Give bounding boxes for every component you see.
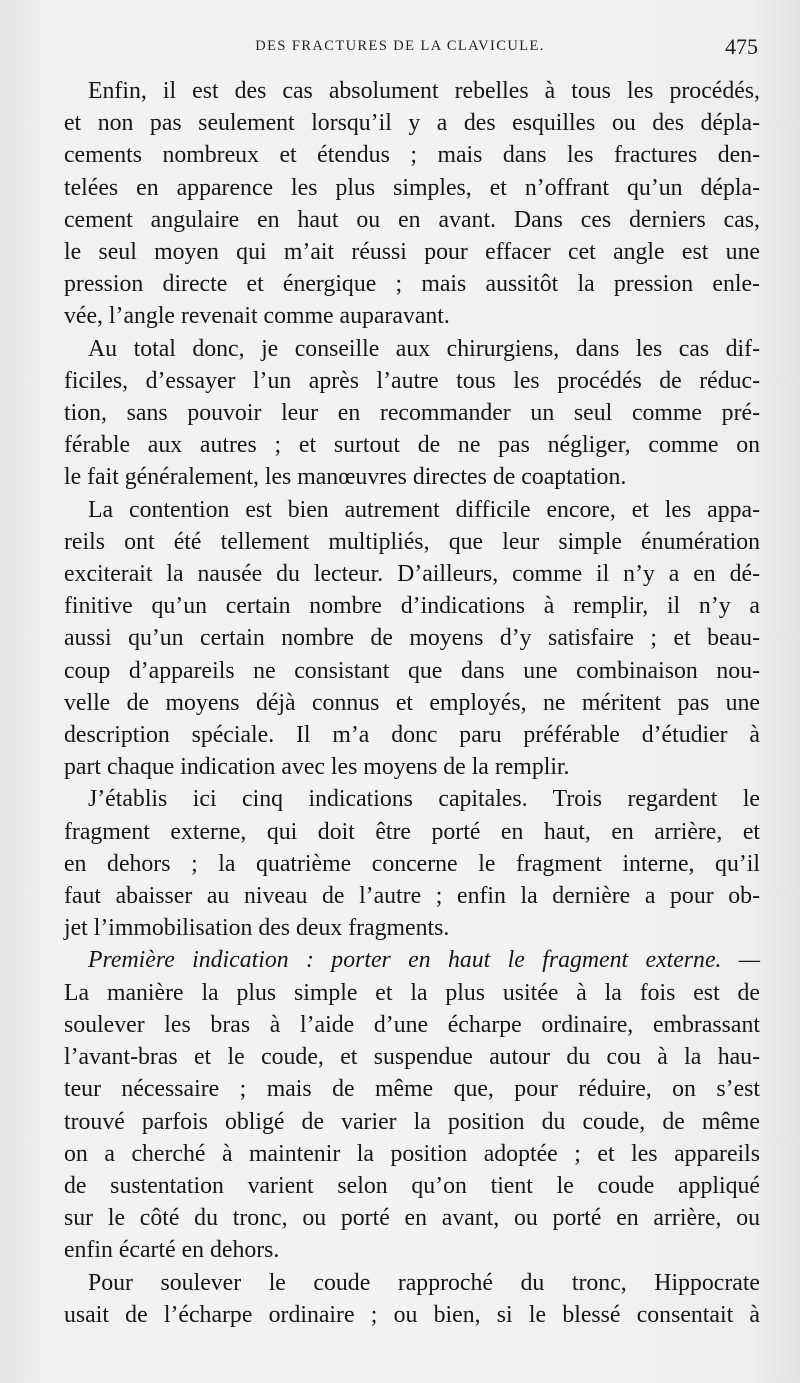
text-line: enfin écarté en dehors. [64, 1237, 280, 1264]
text-line: Enfin, il est des cas absolument rebelles à tous les procédés, [88, 78, 760, 104]
text-line: cements nombreux et étendus ; mais dans les fractures den- [64, 142, 760, 169]
text-line: sur le côté du tronc, ou porté en avant, ou porté en arrière, ou [64, 1205, 760, 1232]
paragraph-indications [40, 783, 760, 944]
running-head: DES FRACTURES DE LA CLAVICULE. [255, 38, 545, 54]
text-line: description spéciale. Il m’a donc paru préférable d’étudier à [64, 722, 760, 749]
paragraph-hippocrate [40, 1267, 760, 1331]
section-heading-line: Première indication : porter en haut le fragment externe. — [88, 947, 760, 974]
text-line: part chaque indication avec les moyens de la remplir. [64, 754, 570, 781]
text-line: velle de moyens déjà connus et employés, ne méritent pas une [64, 689, 760, 716]
text-line: tion, sans pouvoir leur en recommander un seul comme pré- [64, 400, 760, 427]
paragraph-premiere-indication [40, 944, 760, 1266]
body-text [40, 75, 760, 1331]
text-line: ficiles, d’essayer l’un après l’autre tous les procédés de réduc- [64, 367, 760, 394]
text-line: pression directe et énergique ; mais aussitôt la pression enle- [64, 271, 760, 298]
text-line: reils ont été tellement multipliés, que leur simple énumération [64, 528, 760, 555]
text-line: le fait généralement, les manœuvres directes de coaptation. [64, 464, 627, 491]
paragraph-enfin [40, 75, 760, 333]
page-number: 475 [725, 34, 758, 59]
paragraph-contention [40, 494, 760, 784]
text-line: exciterait la nausée du lecteur. D’ailleurs, comme il n’y a en dé- [64, 561, 760, 588]
text-line: finitive qu’un certain nombre d’indications à remplir, il n’y a [64, 593, 760, 620]
text-line: le seul moyen qui m’ait réussi pour effacer cet angle est une [64, 239, 760, 266]
text-line: J’établis ici cinq indications capitales. Trois regardent le [88, 786, 760, 813]
text-line: en dehors ; la quatrième concerne le fragment interne, qu’il [64, 850, 760, 877]
paragraph-au-total [40, 333, 760, 494]
text-line: usait de l’écharpe ordinaire ; ou bien, si le blessé consentait à [64, 1301, 760, 1328]
text-line: jet l’immobilisation des deux fragments. [64, 915, 450, 942]
text-line: Au total donc, je conseille aux chirurgiens, dans les cas dif- [88, 335, 760, 362]
text-line: La manière la plus simple et la plus usitée à la fois est de [64, 979, 760, 1006]
text-line: soulever les bras à l’aide d’une écharpe ordinaire, embrassant [64, 1011, 760, 1038]
text-line: telées en apparence les plus simples, et n’offrant qu’un dépla- [64, 174, 760, 201]
text-line: fragment externe, qui doit être porté en haut, en arrière, et [64, 818, 760, 845]
text-line: vée, l’angle revenait comme auparavant. [64, 303, 450, 330]
text-line: teur nécessaire ; mais de même que, pour réduire, on s’est [64, 1076, 760, 1103]
text-line: coup d’appareils ne consistant que dans une combinaison nou- [64, 657, 760, 684]
text-line: trouvé parfois obligé de varier la position du coude, de même [64, 1108, 760, 1135]
text-line: de sustentation varient selon qu’on tient le coude appliqué [64, 1172, 760, 1199]
text-line: on a cherché à maintenir la position adoptée ; et les appareils [64, 1140, 760, 1167]
text-line: aussi qu’un certain nombre de moyens d’y satisfaire ; et beau- [64, 625, 760, 652]
text-line: et non pas seulement lorsqu’il y a des esquilles ou des dépla- [64, 110, 760, 137]
text-line: La contention est bien autrement difficile encore, et les appa- [88, 496, 760, 523]
text-line: cement angulaire en haut ou en avant. Dans ces derniers cas, [64, 206, 760, 233]
text-line: l’avant-bras et le coude, et suspendue autour du cou à la hau- [64, 1044, 760, 1071]
text-line: férable aux autres ; et surtout de ne pas négliger, comme on [64, 432, 760, 459]
text-line: Pour soulever le coude rapproché du tronc, Hippocrate [88, 1269, 760, 1296]
page-header [40, 34, 760, 64]
text-line: faut abaisser au niveau de l’autre ; enfin la dernière a pour ob- [64, 883, 760, 910]
